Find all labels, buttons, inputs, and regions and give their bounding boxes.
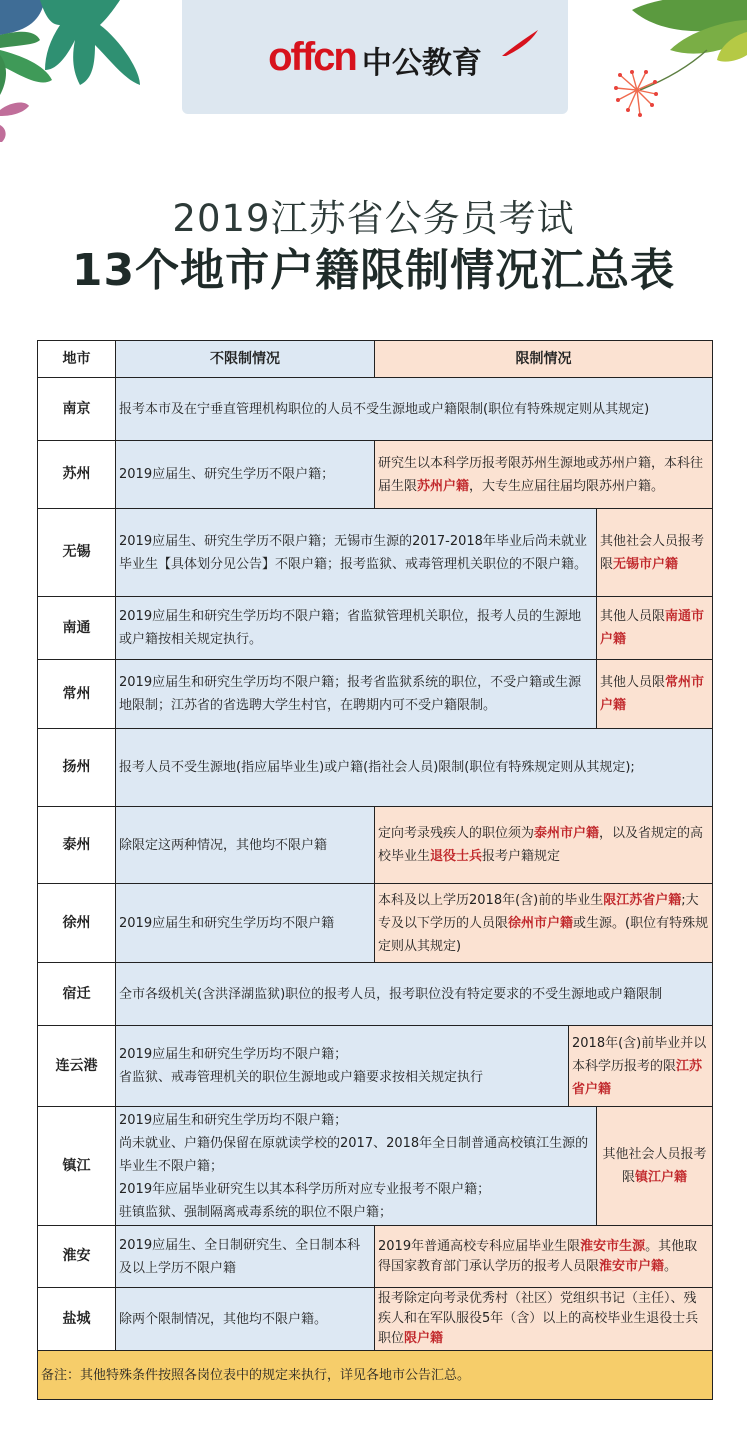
unrestricted-cell: 2019应届生和研究生学历均不限户籍； 省监狱、戒毒管理机关的职位生源地或户籍要求按相关规定执行 — [116, 1026, 568, 1106]
table-row — [38, 378, 712, 441]
table-note-row — [38, 1351, 712, 1399]
restricted-cell: 报考除定向考录优秀村（社区）党组织书记（主任）、残疾人和在军队服役5年（含）以上的高校毕业生退役士兵职位限户籍 — [374, 1288, 712, 1350]
restricted-cell: 其他社会人员报考限无锡市户籍 — [596, 509, 712, 596]
page-subtitle: 2019江苏省公务员考试 — [172, 197, 575, 240]
column-header-city: 地市 — [38, 341, 116, 377]
unrestricted-cell: 2019应届生和研究生学历均不限户籍；报考省监狱系统的职位，不受户籍或生源地限制；江苏省的省选聘大学生村官，在聘期内可不受户籍限制。 — [116, 660, 596, 728]
restricted-cell: 2019年普通高校专科应届毕业生限淮安市生源。其他取得国家教育部门承认学历的报考人员限淮安市户籍。 — [374, 1226, 712, 1287]
logo-swoosh-icon — [500, 28, 540, 58]
city-name: 连云港 — [38, 1026, 116, 1106]
unrestricted-cell: 2019应届生和研究生学历均不限户籍； 尚未就业、户籍仍保留在原就读学校的2017、2018年全日制普通高校镇江生源的毕业生不限户籍； 2019年应届毕业研究生以其本科学历所对应专业报考不限户籍； 驻镇监狱、强制隔离戒毒系统的职位不限户籍； — [116, 1107, 596, 1225]
table-row — [38, 1226, 712, 1288]
logo-wordmark: offcn — [268, 34, 356, 79]
restricted-cell: 定向考录残疾人的职位须为泰州市户籍，以及省规定的高校毕业生退役士兵报考户籍规定 — [374, 807, 712, 883]
city-name: 盐城 — [38, 1288, 116, 1350]
column-header-restricted: 限制情况 — [374, 341, 712, 377]
unrestricted-cell: 2019应届生、研究生学历不限户籍；无锡市生源的2017-2018年毕业后尚未就业毕业生【具体划分见公告】不限户籍；报考监狱、戒毒管理机关职位的不限户籍。 — [116, 509, 596, 596]
city-name: 南通 — [38, 597, 116, 659]
restricted-cell: 2018年(含)前毕业并以本科学历报考的限江苏省户籍 — [568, 1026, 712, 1106]
city-name: 淮安 — [38, 1226, 116, 1287]
unrestricted-cell: 除限定这两种情况，其他均不限户籍 — [116, 807, 374, 883]
table-row — [38, 660, 712, 729]
logo-chinese-name: 中公教育 — [361, 46, 482, 81]
unrestricted-cell: 2019应届生和研究生学历均不限户籍；省监狱管理机关职位，报考人员的生源地或户籍按相关规定执行。 — [116, 597, 596, 659]
table-row — [38, 509, 712, 597]
restricted-cell: 其他社会人员报考限镇江户籍 — [596, 1107, 712, 1225]
unrestricted-cell: 2019应届生和研究生学历均不限户籍 — [116, 884, 374, 962]
city-name: 无锡 — [38, 509, 116, 596]
unrestricted-cell: 除两个限制情况，其他均不限户籍。 — [116, 1288, 374, 1350]
restricted-cell: 其他人员限南通市户籍 — [596, 597, 712, 659]
column-header-unrestricted: 不限制情况 — [116, 341, 374, 377]
city-name: 徐州 — [38, 884, 116, 962]
restricted-cell: 研究生以本科学历报考限苏州生源地或苏州户籍，本科往届生限苏州户籍，大专生应届往届均限苏州户籍。 — [374, 441, 712, 508]
page-title: 13个地市户籍限制情况汇总表 — [71, 245, 676, 296]
table-row — [38, 441, 712, 509]
table-row — [38, 729, 712, 807]
table-row — [38, 1107, 712, 1226]
unrestricted-cell: 报考人员不受生源地(指应届毕业生)或户籍(指社会人员)限制(职位有特殊规定则从其规定); — [116, 729, 712, 806]
table-row — [38, 963, 712, 1026]
city-name: 南京 — [38, 378, 116, 440]
table-row — [38, 884, 712, 963]
leaf-decoration-left-icon — [0, 0, 150, 150]
table-note: 备注：其他特殊条件按照各岗位表中的规定来执行，详见各地市公告汇总。 — [38, 1351, 712, 1399]
brand-logo — [182, 0, 568, 114]
restricted-cell: 其他人员限常州市户籍 — [596, 660, 712, 728]
city-name: 镇江 — [38, 1107, 116, 1225]
city-name: 苏州 — [38, 441, 116, 508]
table-row — [38, 807, 712, 884]
unrestricted-cell: 2019应届生、研究生学历不限户籍； — [116, 441, 374, 508]
table-row — [38, 1026, 712, 1107]
city-name: 宿迁 — [38, 963, 116, 1025]
leaf-decoration-right-icon — [600, 0, 747, 150]
table-header-row — [38, 341, 712, 378]
table-row — [38, 1288, 712, 1351]
restricted-cell: 本科及以上学历2018年(含)前的毕业生限江苏省户籍;大专及以下学历的人员限徐州市户籍或生源。(职位有特殊规定则从其规定) — [374, 884, 712, 962]
city-name: 泰州 — [38, 807, 116, 883]
table-row — [38, 597, 712, 660]
city-name: 常州 — [38, 660, 116, 728]
unrestricted-cell: 全市各级机关(含洪泽湖监狱)职位的报考人员，报考职位没有特定要求的不受生源地或户籍限制 — [116, 963, 712, 1025]
unrestricted-cell: 2019应届生、全日制研究生、全日制本科及以上学历不限户籍 — [116, 1226, 374, 1287]
city-name: 扬州 — [38, 729, 116, 806]
household-restriction-table — [37, 340, 713, 1400]
unrestricted-cell: 报考本市及在宁垂直管理机构职位的人员不受生源地或户籍限制(职位有特殊规定则从其规定) — [116, 378, 712, 440]
